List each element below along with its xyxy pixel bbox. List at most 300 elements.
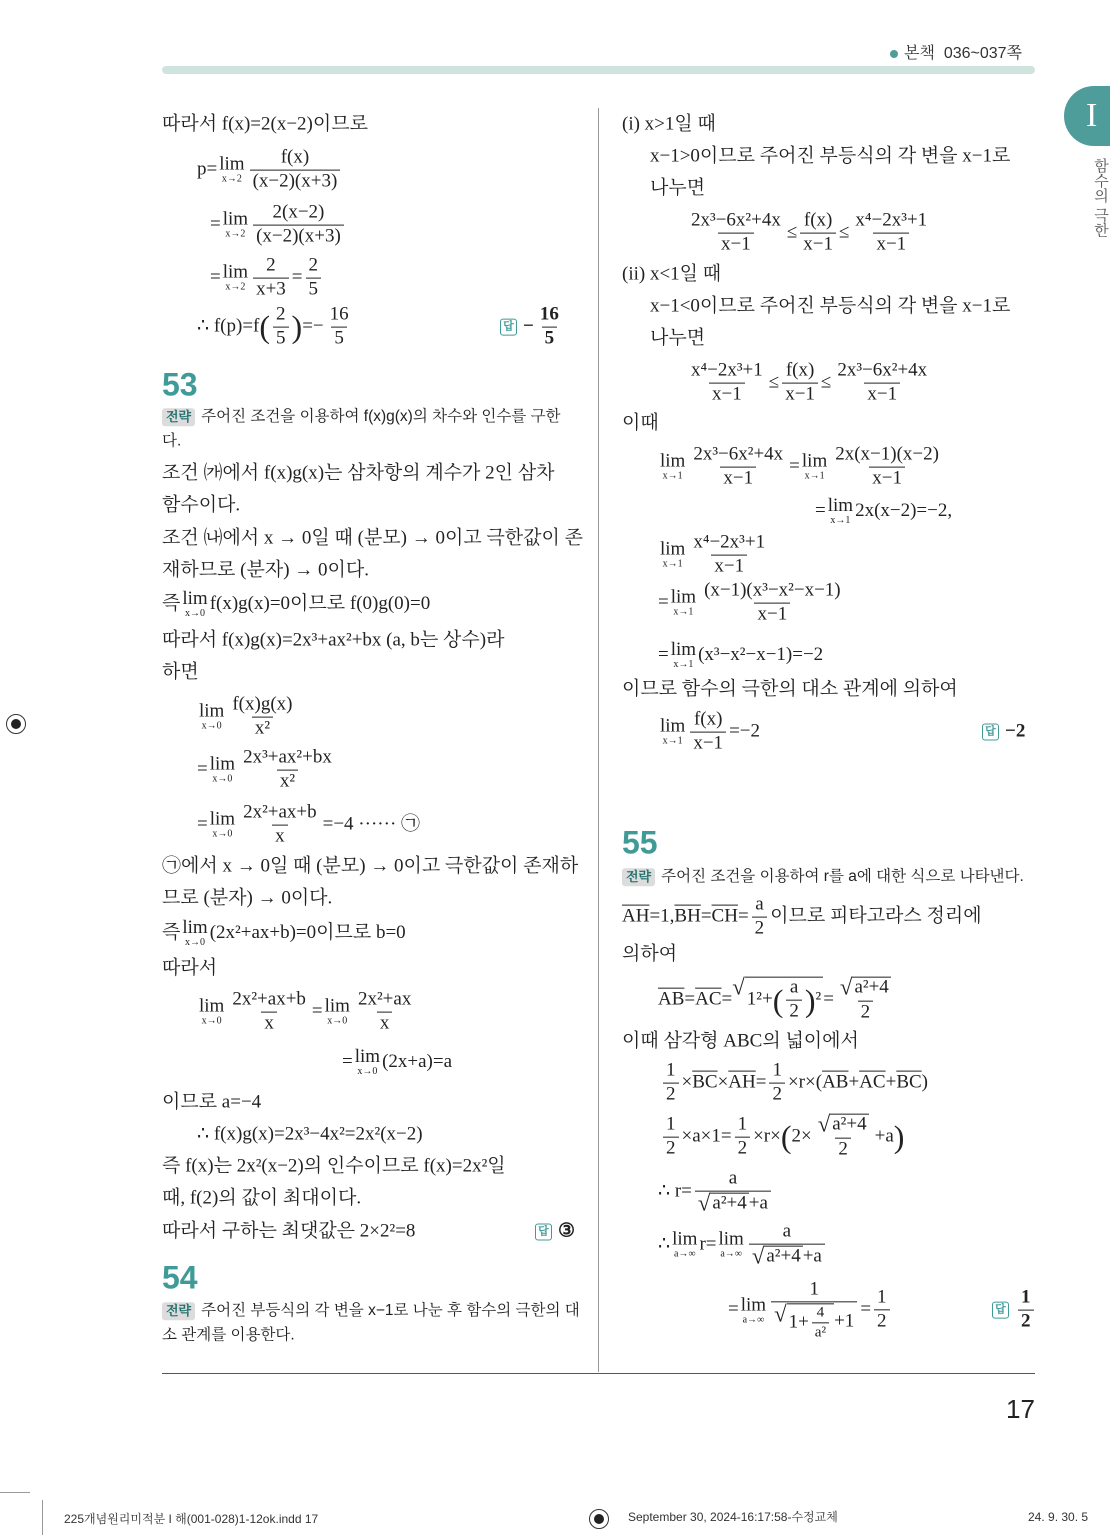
text-run: x−1: [803, 233, 833, 255]
limit: [671, 640, 696, 670]
text-run: 2x³−6x²+4x: [691, 209, 781, 231]
lim-word: lim: [670, 587, 697, 608]
denominator: [869, 467, 905, 490]
numerator: [801, 211, 835, 233]
fraction: [812, 1304, 829, 1340]
lim-word: lim: [672, 1229, 698, 1250]
text-run: x−1: [876, 233, 907, 255]
text-run: 5: [334, 327, 344, 349]
denominator: [663, 1083, 679, 1106]
numerator: [278, 148, 312, 170]
numerator: [229, 695, 295, 717]
text-run: =: [684, 988, 696, 1010]
numerator: [735, 1115, 751, 1137]
answer: [535, 1222, 575, 1243]
limit: [219, 155, 244, 185]
text-run: 2: [666, 1137, 676, 1159]
denominator: [250, 170, 341, 193]
text-line: [622, 1032, 859, 1053]
numerator: [688, 361, 766, 383]
numerator: [327, 305, 352, 327]
text-line: [622, 265, 721, 286]
text-line: [660, 1111, 905, 1161]
lim-word: lim: [209, 754, 236, 775]
numerator: [701, 581, 844, 603]
text-run: =: [210, 266, 221, 288]
text-run: ×a×1=: [681, 1125, 732, 1147]
text-run: +a: [748, 1192, 768, 1214]
denominator: [786, 1000, 802, 1023]
limit: [671, 588, 696, 618]
radical-sign-icon: √: [751, 1243, 765, 1269]
segment-name: $\overline{AB}$: [658, 988, 685, 1010]
text-line: [728, 1279, 893, 1340]
fraction: [250, 148, 341, 193]
limit: [325, 997, 350, 1027]
text-run: 2(x−2): [272, 201, 325, 223]
limit: [802, 452, 827, 482]
text-run: ㉠에서 x → 0일 때 (분모) → 0이고 극한값이 존재하: [162, 855, 579, 877]
denominator: [720, 467, 756, 490]
radical-sign-icon: √: [817, 1111, 831, 1137]
radicand: [830, 1114, 868, 1137]
text-run: 재하므로 (분자) → 0이다.: [162, 559, 369, 581]
text-line: [685, 361, 933, 406]
fraction: [837, 974, 894, 1024]
text-run: 주어진 조건을 이용하여 r를 a에 대한 식으로 나타낸다.: [661, 868, 1024, 886]
limit: [210, 810, 235, 840]
footer-file: 225개념원리미적분 I 해(001-028)1-12ok.indd 17: [64, 1512, 319, 1526]
text-line: [162, 432, 181, 449]
lim-word: lim: [718, 1229, 744, 1250]
text-run: 2: [666, 1083, 676, 1105]
fraction: [769, 1061, 785, 1106]
limit: [182, 918, 207, 948]
text-line: [197, 990, 417, 1035]
text-run: x−1: [872, 467, 902, 489]
text-run: ③: [558, 1220, 576, 1242]
large-parenthesis: ): [804, 982, 816, 1019]
text-run: =: [197, 758, 208, 780]
numerator: [815, 1111, 872, 1138]
text-run: =: [860, 1298, 872, 1320]
text-run: 2x²+ax+b: [243, 801, 317, 823]
text-line: [162, 496, 240, 517]
reference-pages: 036~037쪽: [943, 45, 1023, 62]
text-run: f(x): [693, 708, 723, 730]
numerator: [690, 533, 768, 555]
text-run: x²: [279, 770, 296, 792]
denominator: [858, 1000, 874, 1023]
numerator: [306, 256, 322, 278]
text-run: 주어진 조건을 이용하여 f(x)g(x)의 차수와 인수를 구한: [201, 408, 561, 426]
text-run: x: [264, 1012, 274, 1034]
fraction: [688, 211, 784, 256]
numerator: [814, 1304, 828, 1322]
text-line: [982, 722, 1025, 743]
text-run: x⁴−2x³+1: [855, 209, 928, 231]
text-run: 나누면: [650, 177, 706, 199]
numerator: [726, 1169, 740, 1191]
text-run: 16: [329, 303, 349, 325]
text-line: [658, 640, 823, 670]
large-parenthesis: ): [893, 1119, 905, 1155]
text-line: [162, 889, 332, 910]
limit: [199, 702, 224, 732]
denominator: [769, 1083, 785, 1106]
fraction: [690, 445, 786, 490]
limit-subscript: x→1: [830, 515, 851, 526]
denominator: [718, 233, 754, 256]
text-run: x−1: [757, 603, 788, 625]
numerator: [273, 305, 289, 327]
text-run: x+3: [256, 278, 286, 300]
lim-word: lim: [801, 451, 828, 472]
fraction: [752, 895, 768, 940]
fraction: [355, 990, 414, 1035]
text-run: 2×: [791, 1125, 812, 1147]
fraction: [852, 211, 930, 256]
text-run: 2x(x−2)=−2,: [855, 499, 953, 521]
text-run: 2x³+ax²+bx: [243, 746, 332, 768]
text-run: 4: [816, 1303, 825, 1321]
fraction: [800, 211, 836, 256]
limit-subscript: x→0: [185, 937, 206, 948]
text-run: 2: [789, 1001, 799, 1022]
text-line: [650, 329, 705, 350]
numerator: [1018, 1288, 1034, 1310]
numerator: [852, 211, 930, 233]
radicand: [764, 1246, 802, 1269]
large-parenthesis: (: [259, 309, 271, 345]
text-run: (2x+a)=a: [382, 1050, 453, 1072]
header-bar: [162, 66, 1035, 74]
denominator: [835, 1137, 851, 1160]
text-run: ≤: [838, 221, 850, 243]
segment-name: $\overline{BH}$: [674, 905, 701, 927]
text-line: [162, 589, 430, 619]
radicand: [745, 977, 823, 1023]
text-run: =: [815, 499, 826, 521]
text-line: [197, 148, 343, 193]
denominator: [377, 1012, 393, 1035]
denominator: [711, 555, 747, 578]
limit: [355, 1047, 380, 1077]
text-run: r=: [699, 1233, 717, 1255]
text-run: 나누면: [650, 327, 706, 349]
fraction: [874, 1288, 890, 1333]
text-run: (x³−x²−x−1)=−2: [698, 643, 824, 665]
lim-word: lim: [740, 1293, 767, 1315]
bullet-icon: [890, 50, 898, 58]
text-run: 때, f(2)의 값이 최대이다.: [162, 1187, 362, 1209]
numerator: [240, 748, 335, 770]
denominator: [272, 825, 288, 848]
text-run: =: [210, 213, 221, 235]
text-run: ≤: [786, 221, 798, 243]
text-run: 이므로 피타고라스 정리에: [770, 905, 982, 927]
limit-subscript: a→∞: [673, 1249, 696, 1260]
text-run: a: [782, 1220, 792, 1242]
crop-mark: [42, 1500, 43, 1535]
answer: [982, 722, 1025, 743]
limit-subscript: x→0: [327, 1016, 348, 1027]
text-run: 2: [276, 303, 286, 325]
text-line: [162, 464, 554, 485]
text-line: [162, 663, 199, 684]
text-line: [162, 1157, 506, 1178]
text-run: 1: [877, 1286, 887, 1308]
segment-name: $\overline{AC}$: [859, 1071, 886, 1093]
text-line: [622, 945, 677, 966]
text-run: 2: [1021, 1310, 1031, 1332]
large-parenthesis: (: [780, 1119, 792, 1155]
denominator: [709, 383, 745, 406]
text-run: f(x)g(x)=0이므로 f(0)g(0)=0: [209, 592, 431, 614]
numerator: [691, 710, 725, 732]
limit: [199, 997, 224, 1027]
text-line: [650, 179, 705, 200]
text-run: 1: [1021, 1286, 1031, 1308]
fraction: [832, 445, 942, 490]
lim-word: lim: [660, 716, 686, 737]
text-run: 2: [838, 1138, 848, 1160]
page-number: 17: [1006, 1394, 1035, 1424]
text-run: (ii) x<1일 때: [622, 263, 722, 285]
problem-number: [162, 1260, 198, 1295]
fraction: [690, 710, 726, 755]
fraction: [782, 361, 818, 406]
limit: [660, 452, 685, 482]
text-run: 1: [737, 1113, 748, 1135]
text-run: =−2: [729, 720, 760, 742]
radical-sign-icon: √: [697, 1190, 711, 1216]
text-line: [658, 710, 760, 755]
text-run: 5: [276, 327, 286, 349]
text-run: 2: [266, 254, 276, 276]
text-run: 이때: [622, 412, 659, 434]
segment-name: $\overline{BC}$: [692, 1071, 718, 1093]
registration-mark-icon: [6, 714, 26, 734]
text-run: 이므로 함수의 극한의 대소 관계에 의하여: [622, 678, 958, 700]
radicand: [787, 1303, 835, 1340]
bottom-rule: [162, 1373, 1035, 1374]
text-line: [162, 1189, 361, 1210]
fraction: [537, 305, 562, 350]
fraction: [695, 1169, 771, 1216]
fraction: [327, 305, 352, 350]
radicand: [852, 977, 890, 1000]
text-run: 따라서 구하는 최댓값은 2×2²=8: [162, 1220, 416, 1242]
text-line: [342, 1047, 452, 1077]
numerator: [874, 1288, 890, 1310]
text-run: =−: [302, 315, 324, 337]
limit: [718, 1230, 743, 1260]
limit-subscript: x→2: [225, 282, 246, 293]
strategy-badge: 전략: [162, 408, 195, 426]
text-line: [622, 414, 659, 435]
numerator: [780, 1222, 794, 1244]
text-run: 조건 ㈏에서 x → 0일 때 (분모) → 0이고 극한값이 존: [162, 527, 583, 549]
answer-badge-icon: 답: [535, 1223, 552, 1240]
fraction: [1018, 1288, 1034, 1333]
text-line: [500, 305, 565, 350]
text-line: [622, 115, 716, 136]
text-run: ≤: [768, 371, 780, 393]
text-line: [162, 1326, 295, 1343]
text-line: [162, 631, 504, 652]
denominator: [735, 1137, 751, 1160]
denominator: [331, 327, 347, 350]
numerator: [663, 1115, 679, 1137]
text-run: =: [658, 643, 669, 665]
text-run: =: [291, 266, 303, 288]
text-run: =: [789, 455, 800, 477]
text-run: ×r×(: [787, 1071, 823, 1093]
limit: [660, 717, 685, 747]
problem-number: [622, 825, 658, 860]
numerator: [240, 803, 320, 825]
limit-subscript: a→∞: [720, 1249, 742, 1260]
numerator: [663, 1061, 679, 1083]
text-run: 2x³−6x²+4x: [837, 359, 928, 381]
numerator: [537, 305, 562, 327]
fraction: [786, 978, 802, 1023]
lim-word: lim: [222, 209, 249, 230]
text-run: =: [721, 988, 733, 1010]
text-run: x−1: [785, 383, 815, 405]
text-line: [197, 305, 355, 350]
text-line: [162, 1302, 580, 1320]
text-run: 따라서: [162, 957, 218, 979]
text-run: 의하여: [622, 943, 678, 965]
text-line: [162, 959, 217, 980]
text-run: 5: [544, 327, 555, 349]
text-run: 조건 ㈎에서 f(x)g(x)는 삼차항의 계수가 2인 삼차: [162, 462, 555, 484]
text-run: 따라서 f(x)g(x)=2x³+ax²+bx (a, b는 상수)라: [162, 629, 505, 651]
text-run: 1: [666, 1113, 676, 1135]
text-run: +a: [802, 1245, 822, 1267]
text-run: +1: [834, 1310, 855, 1332]
text-run: x−1: [714, 555, 745, 577]
numerator: [783, 361, 817, 383]
text-run: 므로 (분자) → 0이다.: [162, 887, 333, 909]
text-run: 2x²+ax: [357, 988, 412, 1010]
text-run: f(x): [280, 146, 310, 168]
fraction: [815, 1111, 872, 1161]
answer: [500, 305, 565, 350]
denominator: [812, 1322, 829, 1341]
fraction: [306, 256, 322, 301]
denominator: [749, 1244, 825, 1269]
text-run: ∴ f(p)=f: [197, 315, 260, 337]
text-line: [535, 1222, 575, 1243]
denominator: [253, 278, 289, 301]
text-line: [622, 895, 982, 940]
segment-name: $\overline{AH}$: [728, 1071, 756, 1093]
limit: [660, 540, 685, 570]
limit-subscript: x→1: [673, 659, 694, 670]
answer-badge-icon: 답: [982, 723, 999, 740]
lim-word: lim: [670, 639, 697, 660]
denominator: [1018, 1310, 1034, 1333]
text-line: [197, 695, 298, 740]
text-line: [658, 581, 847, 626]
fraction: [663, 1061, 679, 1106]
crop-mark: [0, 1492, 30, 1493]
numerator: [270, 203, 328, 225]
segment-name: $\overline{CH}$: [711, 905, 738, 927]
numerator: [834, 361, 930, 383]
text-run: 즉: [162, 921, 181, 943]
text-run: 함수이다.: [162, 494, 241, 516]
text-run: 1²+: [746, 989, 773, 1011]
text-run: 55: [622, 824, 658, 861]
text-run: x−1: [712, 383, 742, 405]
numerator: [688, 211, 784, 233]
textbook-page-reference: [890, 40, 1022, 63]
text-run: 54: [162, 1259, 198, 1296]
text-run: x−1: [867, 383, 898, 405]
text-run: 주어진 부등식의 각 변을 x−1로 나눈 후 함수의 극한의 대: [201, 1302, 580, 1320]
text-run: 2: [737, 1137, 748, 1159]
text-line: [815, 496, 952, 526]
text-run: a²+4: [766, 1246, 801, 1267]
text-run: p=: [197, 158, 218, 180]
numerator: [752, 895, 766, 917]
radical-sign-icon: √: [774, 1301, 787, 1327]
text-run: a: [789, 977, 799, 999]
reference-label: 본책: [904, 45, 935, 62]
text-run: x−1: [721, 233, 751, 255]
answer-badge-icon: 답: [992, 1302, 1009, 1319]
text-run: 16: [539, 303, 559, 325]
limit-subscript: x→0: [212, 829, 233, 840]
text-run: a: [755, 893, 764, 915]
lim-word: lim: [222, 262, 249, 283]
text-run: f(x)g(x): [232, 693, 293, 715]
text-run: 2: [754, 917, 765, 939]
denominator: [754, 603, 790, 626]
lim-word: lim: [199, 701, 225, 722]
limit: [828, 496, 853, 526]
limit: [182, 589, 207, 619]
limit-subscript: x→2: [221, 174, 242, 185]
fraction: [771, 1279, 857, 1340]
lim-word: lim: [660, 451, 686, 472]
text-run: x⁴−2x³+1: [693, 531, 766, 553]
fraction: [701, 581, 844, 626]
text-line: [660, 1061, 928, 1106]
segment-name: $\overline{BC}$: [896, 1071, 922, 1093]
fraction: [229, 990, 309, 1035]
numerator: [263, 256, 279, 278]
denominator: [252, 717, 273, 740]
segment-name: $\overline{AC}$: [695, 988, 722, 1010]
text-line: [658, 974, 897, 1024]
denominator: [542, 327, 558, 350]
text-run: 다.: [162, 432, 182, 450]
text-run: 하면: [162, 661, 199, 683]
text-run: 2: [772, 1083, 782, 1105]
text-run: 2: [877, 1310, 887, 1332]
text-run: x: [379, 1012, 390, 1034]
text-run: =: [342, 1050, 353, 1072]
text-run: (2x²+ax+b)=0이므로 b=0: [209, 921, 406, 943]
text-line: [162, 1093, 261, 1114]
problem-number: [162, 367, 198, 402]
limit: [672, 1230, 697, 1260]
